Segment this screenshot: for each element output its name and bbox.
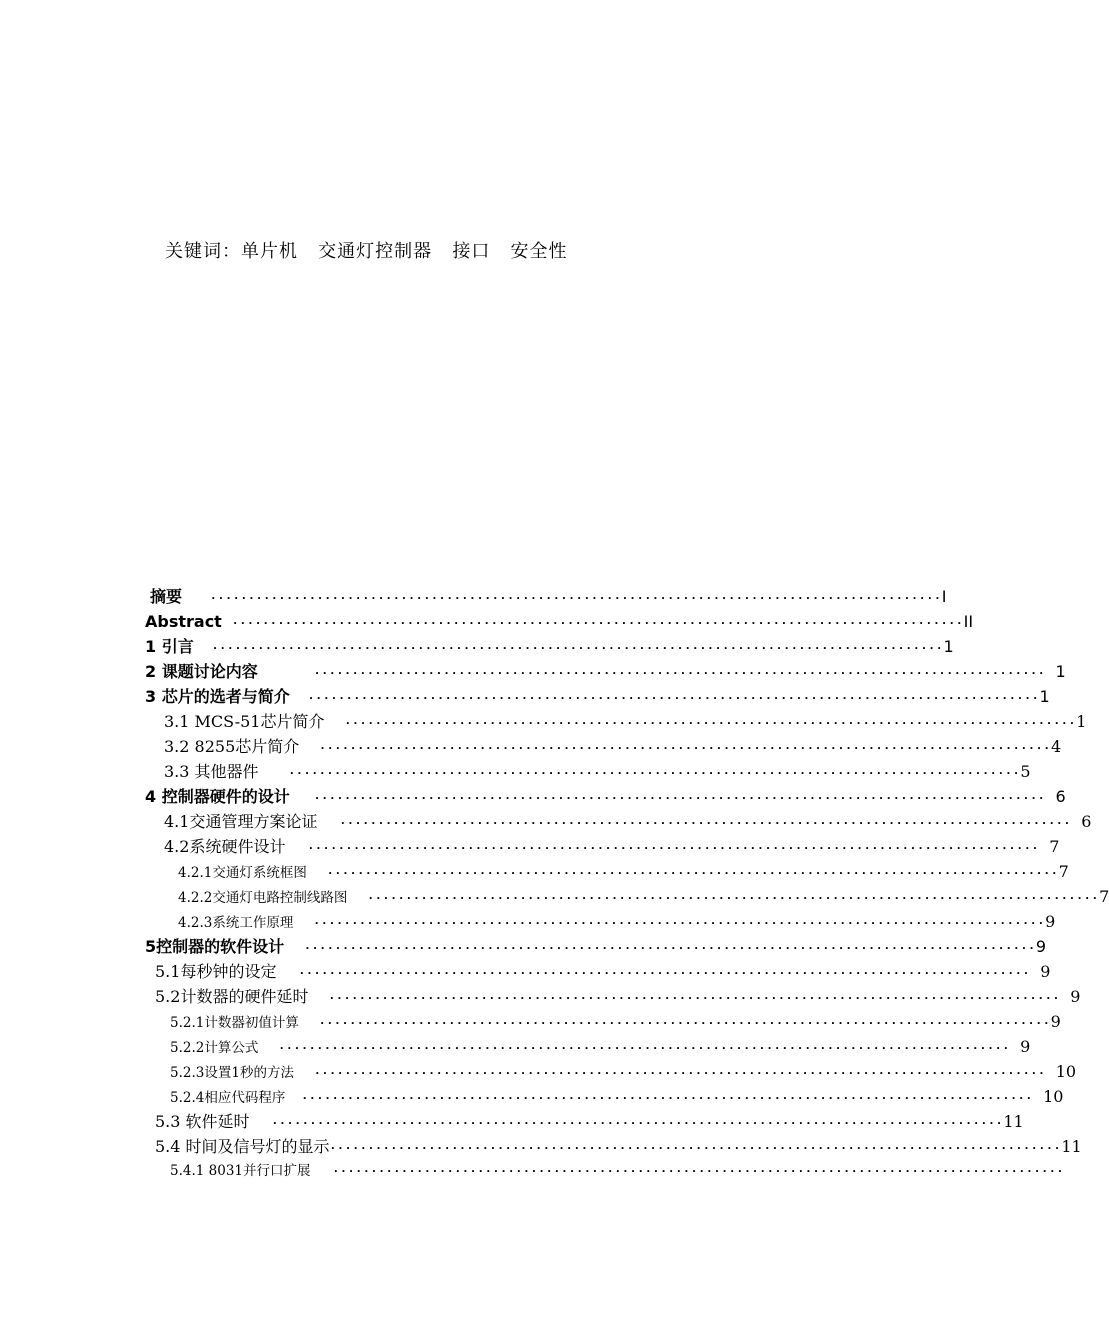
toc-entry-2[interactable] (145, 659, 1066, 684)
toc-entry-4-2-1[interactable] (178, 859, 1069, 884)
toc-entry-page: 9 (1040, 962, 1051, 981)
toc-entry-3-2[interactable] (164, 734, 1062, 759)
toc-entry-page: 4 (1051, 737, 1062, 756)
toc-entry-1[interactable] (145, 634, 954, 659)
toc-entry-title: 1 引言 (145, 637, 194, 656)
toc-entry-page: 10 (1055, 1062, 1077, 1081)
toc-entry-4-2-3[interactable] (178, 909, 1056, 934)
toc-leader-dots: ································································································ (339, 817, 1072, 830)
toc-entry-5-1[interactable] (155, 959, 1051, 984)
toc-entry-page: 1 (1076, 712, 1087, 731)
toc-entry-page: 9 (1050, 1012, 1061, 1031)
toc-entry-4-2[interactable] (164, 834, 1060, 859)
toc-entry-5[interactable] (145, 934, 1047, 959)
toc-entry-page: 9 (1070, 987, 1081, 1006)
toc-leader-dots: ································································································ (318, 1017, 1051, 1030)
toc-entry-page: 6 (1055, 787, 1066, 806)
toc-leader-dots: ································································································ (313, 667, 1046, 680)
toc-entry-page: 7 (1099, 887, 1109, 906)
toc-entry-title: 5.1每秒钟的设定 (155, 962, 277, 981)
toc-leader-dots: ································································································ (271, 1117, 1004, 1130)
toc-entry-page: 1 (943, 637, 954, 656)
toc-entry-page: 6 (1081, 812, 1092, 831)
toc-leader-dots: ································································································ (307, 842, 1040, 855)
toc-entry-page: 9 (1035, 937, 1047, 956)
toc-leader-dots: ································································································ (313, 917, 1046, 930)
toc-leader-dots: ································································································ (326, 867, 1059, 880)
toc-entry-5-2-3[interactable] (170, 1059, 1077, 1084)
toc-entry-title: 4.2.1交通灯系统框图 (178, 865, 307, 881)
toc-entry-title: 5.2.2计算公式 (170, 1040, 259, 1056)
toc-leader-dots: ································································································ (313, 792, 1046, 805)
toc-entry-page: 9 (1020, 1037, 1031, 1056)
toc-entry-title: 3.2 8255芯片简介 (164, 737, 300, 756)
toc-entry-title: 5.3 软件延时 (155, 1112, 250, 1131)
toc-entry-4-2-2[interactable] (178, 884, 1109, 909)
toc-leader-dots: ································································································ (304, 942, 1036, 955)
toc-leader-dots: ································································································ (329, 1142, 1062, 1155)
toc-entry-title: 4.2.3系统工作原理 (178, 915, 294, 931)
toc-entry-3-3[interactable] (164, 759, 1031, 784)
toc-entry-page: 1 (1055, 662, 1066, 681)
toc-entry-title: Abstract (145, 612, 222, 631)
toc-entry-abstract-en[interactable] (145, 609, 974, 634)
toc-entry-page: 10 (1043, 1087, 1064, 1106)
toc-entry-5-2-4[interactable] (170, 1084, 1064, 1109)
toc-entry-5-4-1[interactable] (170, 1159, 1065, 1184)
toc-entry-page: 11 (1003, 1112, 1024, 1131)
toc-entry-title: 4.2系统硬件设计 (164, 837, 286, 856)
toc-entry-3-1[interactable] (164, 709, 1087, 734)
toc-entry-page: I (941, 587, 947, 606)
toc-entry-title: 5.2.4相应代码程序 (170, 1090, 286, 1106)
toc-entry-3[interactable] (145, 684, 1050, 709)
toc-leader-dots: ································································································ (319, 742, 1052, 755)
toc-leader-dots: ································································································ (313, 1067, 1046, 1080)
toc-leader-dots: ································································································ (307, 692, 1040, 705)
toc-entry-title: 4.2.2交通灯电路控制线路图 (178, 890, 348, 906)
toc-entry-abstract-cn[interactable] (150, 584, 947, 609)
toc-entry-title: 3.3 其他器件 (164, 762, 259, 781)
toc-entry-title: 5.4.1 8031并行口扩展 (170, 1163, 311, 1179)
toc-leader-dots: ································································································ (298, 967, 1031, 980)
toc-leader-dots: ································································································ (288, 767, 1021, 780)
toc-leader-dots: ································································································ (231, 617, 964, 630)
toc-entry-5-2-2[interactable] (170, 1034, 1031, 1059)
toc-entry-5-2-1[interactable] (170, 1009, 1061, 1034)
toc-entry-page: 7 (1049, 837, 1060, 856)
toc-entry-title: 4 控制器硬件的设计 (145, 787, 290, 806)
toc-entry-title: 3.1 MCS-51芯片简介 (164, 712, 325, 731)
toc-entry-title: 5控制器的软件设计 (145, 937, 285, 956)
toc-entry-title: 3 芯片的选者与简介 (145, 687, 290, 706)
toc-entry-title: 5.2.1计数器初值计算 (170, 1015, 299, 1031)
keywords-line: 关键词：单片机 交通灯控制器 接口 安全性 (165, 241, 568, 262)
toc-entry-page: 1 (1039, 687, 1050, 706)
toc-leader-dots: ································································································ (344, 717, 1077, 730)
toc-leader-dots: ································································································ (211, 642, 944, 655)
toc-entry-page: 7 (1058, 862, 1069, 881)
toc-leader-dots: ································································································ (332, 1165, 1065, 1178)
toc-entry-title: 5.2.3设置1秒的方法 (170, 1065, 294, 1081)
toc-entry-5-4[interactable] (155, 1134, 1082, 1159)
toc-entry-4-1[interactable] (164, 809, 1092, 834)
toc-entry-title: 5.2计数器的硬件延时 (155, 987, 309, 1006)
toc-entry-page: 11 (1061, 1137, 1082, 1156)
toc-leader-dots: ································································································ (367, 892, 1100, 905)
toc-leader-dots: ································································································ (301, 1092, 1034, 1105)
toc-entry-5-2[interactable] (155, 984, 1081, 1009)
toc-entry-page: II (963, 612, 974, 631)
toc-entry-5-3[interactable] (155, 1109, 1024, 1134)
toc-entry-title: 4.1交通管理方案论证 (164, 812, 318, 831)
toc-entry-4[interactable] (145, 784, 1066, 809)
toc-entry-page: 9 (1045, 912, 1056, 931)
toc-entry-title: 摘要 (150, 587, 183, 606)
toc-entry-title: 5.4 时间及信号灯的显示 (155, 1137, 330, 1156)
toc-leader-dots: ································································································ (210, 592, 942, 605)
toc-leader-dots: ································································································ (328, 992, 1061, 1005)
toc-entry-page: 5 (1020, 762, 1031, 781)
toc-entry-title: 2 课题讨论内容 (145, 662, 258, 681)
toc-leader-dots: ································································································ (278, 1042, 1011, 1055)
